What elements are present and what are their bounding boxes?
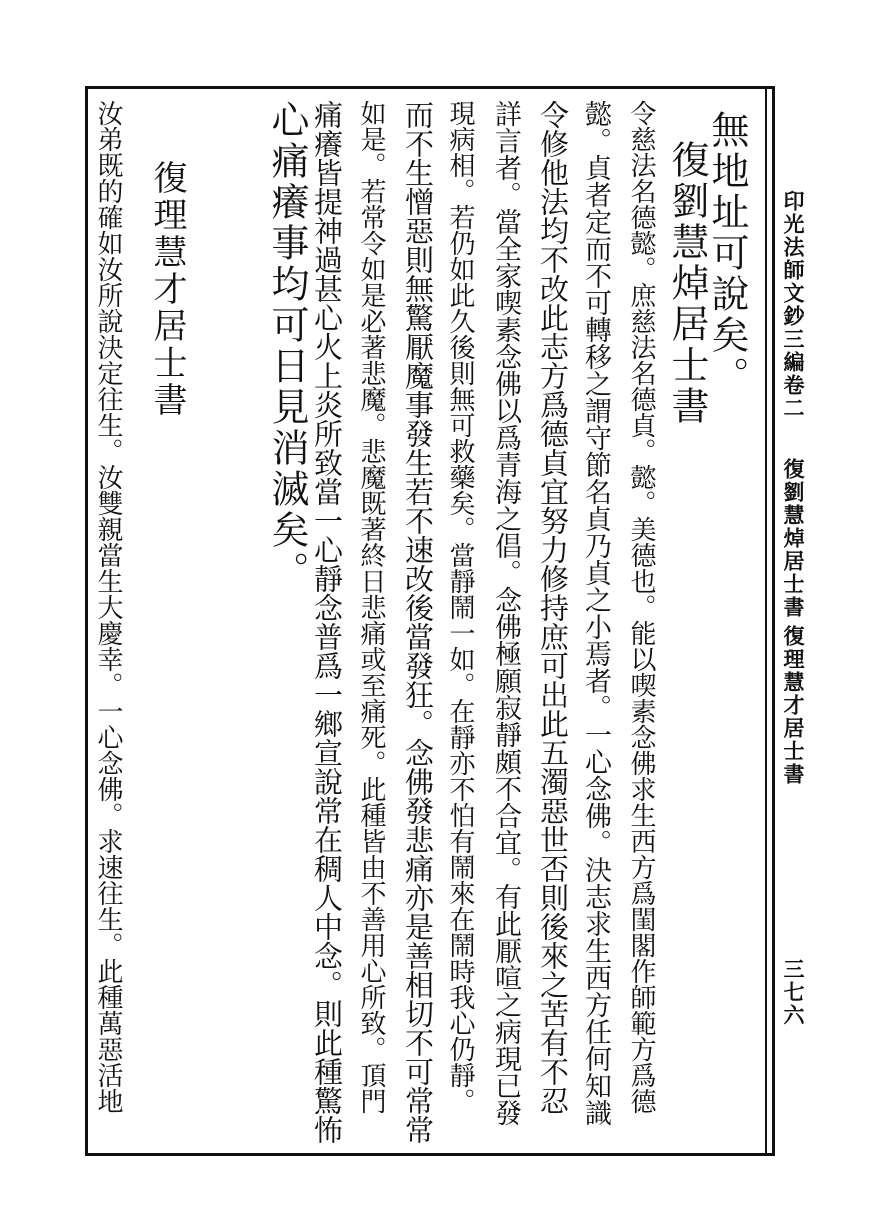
text-column-10: 痛癢皆提神過甚心火上炎所致當一心靜念普爲一鄉宣說常在稠人中念。則此種驚怖 xyxy=(310,100,344,1144)
page-number: 三七六 xyxy=(781,958,805,1027)
text-column-3: 令慈法名德懿。庶慈法名德貞。懿。美德也。能以喫素念佛求生西方爲閨閣作師範方爲德 xyxy=(626,100,656,1114)
book-title-label: 印光法師文鈔三編卷二 xyxy=(781,190,805,420)
text-column-7: 現病相。若仍如此久後則無可救藥矣。當靜鬧一如。在靜亦不怕有鬧來在鬧時我心仍靜。 xyxy=(445,100,475,1114)
letter-title-label-2: 復理慧才居士書 xyxy=(781,625,805,786)
letter-heading-1: 復劉慧焯居士書 xyxy=(665,140,709,427)
text-column-9: 如是。若常令如是必著悲魔。悲魔既著終日悲痛或至痛死。此種皆由不善用心所致。頂門 xyxy=(356,100,386,1114)
text-column-15: 汝弟既的確如汝所說決定往生。汝雙親當生大慶幸。一心念佛。求速往生。此種萬惡活地 xyxy=(93,100,123,1114)
text-column-5: 令修他法均不改此志方爲德貞宜努力修持庶可出此五濁惡世否則後來之苦有不忍 xyxy=(536,100,570,1115)
text-column-1: 無地址可說矣。 xyxy=(705,110,749,397)
text-column-11: 心痛癢事均可日見消滅矣。 xyxy=(265,100,309,592)
letter-title-label-1: 復劉慧焯居士書 xyxy=(781,458,805,619)
text-column-8: 而不生憎惡則無驚厭魔事發生若不速改後當發狂。念佛發悲痛亦是善相切不可常常 xyxy=(401,100,435,1144)
text-column-4: 懿。貞者定而不可轉移之謂守節名貞乃貞之小焉者。一心念佛。決志求生西方任何知識 xyxy=(580,100,611,1126)
letter-heading-2: 復理慧才居士書 xyxy=(147,160,187,419)
margin-divider-line xyxy=(765,86,767,1156)
text-column-6: 詳言者。當全家喫素念佛以爲青海之倡。念佛極願寂靜頗不合宜。有此厭喧之病現已發 xyxy=(490,100,521,1126)
